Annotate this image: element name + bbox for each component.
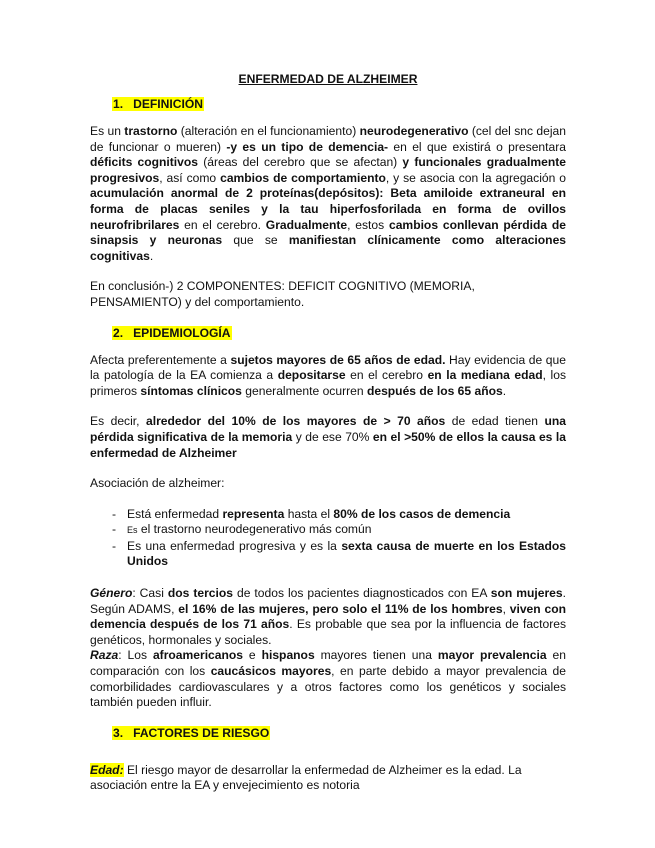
section-number: 3. bbox=[113, 725, 124, 740]
section-number: 2. bbox=[113, 325, 124, 340]
section-title: FACTORES DE RIESGO bbox=[133, 725, 270, 740]
definicion-paragraph: Es un trastorno (alteración en el funcionamiento) neurodegenerativo (cel del snc dejan de funcionar o mueren) -y es un tipo de demencia- en el que existirá o presentara déficits cognitivos (áreas del cerebro que se afectan) y funcionales gradualmente progresivos, así como cambios de comportamiento, y se asocia con la agregación o acumulación anormal de 2 proteínas(depósitos): Beta amiloide extraneural en forma de placas seniles y la tau hiperfosforilada en forma de ovillos neurofribrilares en el cerebro. Gradualmente, estos cambios conllevan pérdida de sinapsis y neuronas que se manifiestan clínicamente como alteraciones cognitivas. bbox=[90, 124, 567, 263]
list-item: - Es el trastorno neurodegenerativo más común bbox=[112, 522, 372, 537]
section-heading-definicion bbox=[112, 97, 566, 112]
asociacion-label: Asociación de alzheimer: bbox=[90, 476, 225, 491]
epidemiologia-paragraph-2: Es decir, alrededor del 10% de los mayores de > 70 años de edad tienen una pérdida significativa de la memoria y de ese 70% en el >50% de ellos la causa es la enfermedad de Alzheimer bbox=[90, 414, 566, 460]
document-title: ENFERMEDAD DE ALZHEIMER bbox=[238, 72, 418, 86]
raza-paragraph: Raza: Los afroamericanos e hispanos mayores tienen una mayor prevalencia en comparación con los caucásicos mayores, en parte debido a mayor prevalencia de comorbilidades cardiovasculares y a otros factores como los genéticos y sociales también pueden influir. bbox=[90, 648, 566, 710]
genero-paragraph: Género: Casi dos tercios de todos los pacientes diagnosticados con EA son mujeres. Según ADAMS, el 16% de las mujeres, pero solo el 11% de los hombres, viven con demencia después de los 71 años. Es probable que sea por la influencia de factores genéticos, hormonales y sociales. bbox=[90, 586, 566, 647]
document-page bbox=[90, 72, 566, 794]
list-item: - Está enfermedad representa hasta el 80% de los casos de demencia bbox=[112, 506, 511, 521]
epidemiologia-paragraph-1: Afecta preferentemente a sujetos mayores de 65 años de edad. Hay evidencia de que la patología de la EA comienza a depositarse en el cerebro en la mediana edad, los primeros síntomas clínicos generalmente ocurren después de los 65 años. bbox=[90, 352, 566, 398]
section-heading-factores bbox=[112, 726, 566, 741]
section-number: 1. bbox=[113, 97, 124, 111]
list-item: - Es una enfermedad progresiva y es la sexta causa de muerte en los Estados Unidos bbox=[112, 538, 566, 569]
conclusion-paragraph: En conclusión-) 2 COMPONENTES: DEFICIT COGNITIVO (MEMORIA, PENSAMIENTO) y del comportamiento. bbox=[90, 279, 475, 309]
edad-paragraph: Edad: El riesgo mayor de desarrollar la enfermedad de Alzheimer es la edad. La asociación entre la EA y envejecimiento es notoria bbox=[90, 762, 522, 793]
asociacion-list bbox=[90, 507, 566, 570]
section-heading-epidemiologia bbox=[112, 326, 566, 341]
section-title: DEFINICIÓN bbox=[133, 97, 203, 111]
section-title: EPIDEMIOLOGÍA bbox=[133, 325, 231, 340]
